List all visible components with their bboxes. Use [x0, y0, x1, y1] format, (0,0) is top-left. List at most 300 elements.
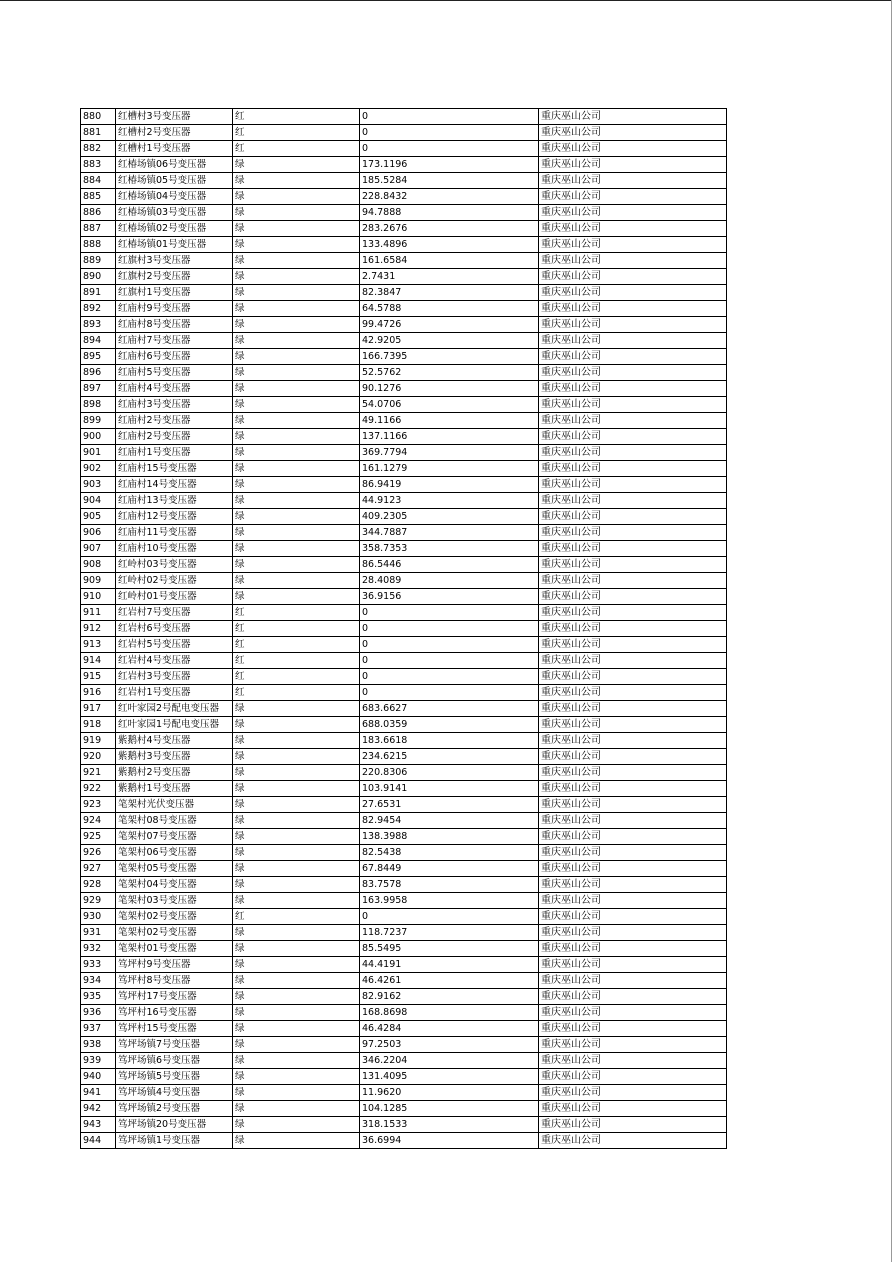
value-cell: 283.2676 [360, 221, 539, 237]
table-row [81, 285, 727, 301]
row-number-cell: 935 [81, 989, 116, 1005]
value-cell: 42.9205 [360, 333, 539, 349]
transformer-name-cell: 笃坪场镇5号变压器 [116, 1069, 233, 1085]
transformer-name-cell: 笔架村07号变压器 [116, 829, 233, 845]
status-cell: 绿 [233, 493, 360, 509]
table-row [81, 1133, 727, 1149]
company-cell: 重庆巫山公司 [539, 701, 727, 717]
transformer-name-cell: 笔架村03号变压器 [116, 893, 233, 909]
row-number-cell: 900 [81, 429, 116, 445]
table-row [81, 925, 727, 941]
table-row [81, 621, 727, 637]
table-row [81, 1037, 727, 1053]
value-cell: 46.4261 [360, 973, 539, 989]
status-cell: 红 [233, 653, 360, 669]
value-cell: 44.4191 [360, 957, 539, 973]
transformer-name-cell: 红庙村6号变压器 [116, 349, 233, 365]
status-cell: 绿 [233, 781, 360, 797]
value-cell: 94.7888 [360, 205, 539, 221]
status-cell: 绿 [233, 1133, 360, 1149]
row-number-cell: 885 [81, 189, 116, 205]
row-number-cell: 922 [81, 781, 116, 797]
row-number-cell: 937 [81, 1021, 116, 1037]
table-row [81, 557, 727, 573]
value-cell: 168.8698 [360, 1005, 539, 1021]
table-row [81, 461, 727, 477]
status-cell: 绿 [233, 1021, 360, 1037]
status-cell: 绿 [233, 1117, 360, 1133]
company-cell: 重庆巫山公司 [539, 541, 727, 557]
table-row [81, 589, 727, 605]
transformer-name-cell: 笔架村01号变压器 [116, 941, 233, 957]
company-cell: 重庆巫山公司 [539, 221, 727, 237]
company-cell: 重庆巫山公司 [539, 877, 727, 893]
table-row [81, 1069, 727, 1085]
table-row [81, 1101, 727, 1117]
transformer-name-cell: 红庙村11号变压器 [116, 525, 233, 541]
company-cell: 重庆巫山公司 [539, 749, 727, 765]
table-row [81, 253, 727, 269]
table-row [81, 845, 727, 861]
transformer-name-cell: 笔架村08号变压器 [116, 813, 233, 829]
value-cell: 409.2305 [360, 509, 539, 525]
table-row [81, 125, 727, 141]
table-row [81, 141, 727, 157]
transformer-name-cell: 红庙村1号变压器 [116, 445, 233, 461]
transformer-name-cell: 红椿场镇01号变压器 [116, 237, 233, 253]
table-row [81, 1085, 727, 1101]
transformer-name-cell: 红岩村6号变压器 [116, 621, 233, 637]
company-cell: 重庆巫山公司 [539, 685, 727, 701]
row-number-cell: 918 [81, 717, 116, 733]
value-cell: 369.7794 [360, 445, 539, 461]
table-row [81, 109, 727, 125]
transformer-name-cell: 红槽村3号变压器 [116, 109, 233, 125]
status-cell: 绿 [233, 397, 360, 413]
transformer-name-cell: 红旗村3号变压器 [116, 253, 233, 269]
status-cell: 绿 [233, 989, 360, 1005]
company-cell: 重庆巫山公司 [539, 109, 727, 125]
transformer-name-cell: 红庙村4号变压器 [116, 381, 233, 397]
row-number-cell: 942 [81, 1101, 116, 1117]
status-cell: 绿 [233, 957, 360, 973]
transformer-name-cell: 笃坪村17号变压器 [116, 989, 233, 1005]
table-row [81, 765, 727, 781]
table-row [81, 349, 727, 365]
value-cell: 0 [360, 669, 539, 685]
company-cell: 重庆巫山公司 [539, 669, 727, 685]
value-cell: 683.6627 [360, 701, 539, 717]
row-number-cell: 909 [81, 573, 116, 589]
transformer-name-cell: 红庙村8号变压器 [116, 317, 233, 333]
transformer-name-cell: 红岩村7号变压器 [116, 605, 233, 621]
status-cell: 绿 [233, 445, 360, 461]
transformer-name-cell: 红庙村7号变压器 [116, 333, 233, 349]
company-cell: 重庆巫山公司 [539, 1069, 727, 1085]
company-cell: 重庆巫山公司 [539, 861, 727, 877]
status-cell: 红 [233, 125, 360, 141]
transformer-name-cell: 笃坪场镇1号变压器 [116, 1133, 233, 1149]
transformer-name-cell: 笃坪村15号变压器 [116, 1021, 233, 1037]
status-cell: 绿 [233, 301, 360, 317]
status-cell: 绿 [233, 461, 360, 477]
company-cell: 重庆巫山公司 [539, 845, 727, 861]
row-number-cell: 944 [81, 1133, 116, 1149]
table-row [81, 269, 727, 285]
transformer-name-cell: 红岩村5号变压器 [116, 637, 233, 653]
company-cell: 重庆巫山公司 [539, 301, 727, 317]
table-row [81, 909, 727, 925]
table-row [81, 445, 727, 461]
table-row [81, 525, 727, 541]
table-row [81, 1117, 727, 1133]
row-number-cell: 904 [81, 493, 116, 509]
transformer-name-cell: 红庙村2号变压器 [116, 429, 233, 445]
transformer-name-cell: 笔架村光伏变压器 [116, 797, 233, 813]
company-cell: 重庆巫山公司 [539, 1101, 727, 1117]
value-cell: 358.7353 [360, 541, 539, 557]
transformer-name-cell: 红槽村2号变压器 [116, 125, 233, 141]
row-number-cell: 941 [81, 1085, 116, 1101]
value-cell: 688.0359 [360, 717, 539, 733]
value-cell: 234.6215 [360, 749, 539, 765]
value-cell: 344.7887 [360, 525, 539, 541]
transformer-name-cell: 红椿场镇02号变压器 [116, 221, 233, 237]
status-cell: 绿 [233, 253, 360, 269]
status-cell: 绿 [233, 973, 360, 989]
company-cell: 重庆巫山公司 [539, 1085, 727, 1101]
company-cell: 重庆巫山公司 [539, 1037, 727, 1053]
value-cell: 183.6618 [360, 733, 539, 749]
table-row [81, 973, 727, 989]
row-number-cell: 912 [81, 621, 116, 637]
row-number-cell: 903 [81, 477, 116, 493]
table-row [81, 781, 727, 797]
row-number-cell: 911 [81, 605, 116, 621]
company-cell: 重庆巫山公司 [539, 493, 727, 509]
transformer-table-body [81, 109, 727, 1149]
transformer-name-cell: 红岩村1号变压器 [116, 685, 233, 701]
row-number-cell: 914 [81, 653, 116, 669]
table-row [81, 413, 727, 429]
transformer-name-cell: 笃坪场镇7号变压器 [116, 1037, 233, 1053]
status-cell: 绿 [233, 845, 360, 861]
transformer-name-cell: 红庙村3号变压器 [116, 397, 233, 413]
row-number-cell: 890 [81, 269, 116, 285]
status-cell: 绿 [233, 941, 360, 957]
row-number-cell: 895 [81, 349, 116, 365]
table-row [81, 797, 727, 813]
row-number-cell: 929 [81, 893, 116, 909]
transformer-name-cell: 笔架村02号变压器 [116, 909, 233, 925]
company-cell: 重庆巫山公司 [539, 621, 727, 637]
page-top-rule [0, 0, 892, 1]
row-number-cell: 913 [81, 637, 116, 653]
company-cell: 重庆巫山公司 [539, 173, 727, 189]
row-number-cell: 880 [81, 109, 116, 125]
status-cell: 绿 [233, 1053, 360, 1069]
transformer-name-cell: 红庙村10号变压器 [116, 541, 233, 557]
transformer-name-cell: 红椿场镇05号变压器 [116, 173, 233, 189]
company-cell: 重庆巫山公司 [539, 205, 727, 221]
company-cell: 重庆巫山公司 [539, 461, 727, 477]
value-cell: 46.4284 [360, 1021, 539, 1037]
row-number-cell: 899 [81, 413, 116, 429]
status-cell: 绿 [233, 173, 360, 189]
transformer-name-cell: 红岭村02号变压器 [116, 573, 233, 589]
row-number-cell: 887 [81, 221, 116, 237]
row-number-cell: 932 [81, 941, 116, 957]
value-cell: 166.7395 [360, 349, 539, 365]
status-cell: 绿 [233, 893, 360, 909]
status-cell: 红 [233, 637, 360, 653]
status-cell: 绿 [233, 541, 360, 557]
value-cell: 318.1533 [360, 1117, 539, 1133]
status-cell: 红 [233, 685, 360, 701]
value-cell: 36.6994 [360, 1133, 539, 1149]
value-cell: 82.3847 [360, 285, 539, 301]
value-cell: 83.7578 [360, 877, 539, 893]
row-number-cell: 881 [81, 125, 116, 141]
table-row [81, 509, 727, 525]
transformer-name-cell: 笃坪场镇6号变压器 [116, 1053, 233, 1069]
status-cell: 红 [233, 621, 360, 637]
transformer-name-cell: 紫鹅村4号变压器 [116, 733, 233, 749]
value-cell: 133.4896 [360, 237, 539, 253]
company-cell: 重庆巫山公司 [539, 477, 727, 493]
table-row [81, 893, 727, 909]
value-cell: 97.2503 [360, 1037, 539, 1053]
status-cell: 绿 [233, 813, 360, 829]
status-cell: 绿 [233, 1101, 360, 1117]
row-number-cell: 915 [81, 669, 116, 685]
row-number-cell: 917 [81, 701, 116, 717]
value-cell: 0 [360, 621, 539, 637]
company-cell: 重庆巫山公司 [539, 909, 727, 925]
row-number-cell: 927 [81, 861, 116, 877]
table-row [81, 701, 727, 717]
value-cell: 138.3988 [360, 829, 539, 845]
company-cell: 重庆巫山公司 [539, 717, 727, 733]
status-cell: 绿 [233, 1005, 360, 1021]
transformer-name-cell: 笔架村02号变压器 [116, 925, 233, 941]
transformer-name-cell: 笔架村06号变压器 [116, 845, 233, 861]
table-row [81, 685, 727, 701]
status-cell: 红 [233, 669, 360, 685]
transformer-name-cell: 紫鹅村3号变压器 [116, 749, 233, 765]
transformer-name-cell: 笃坪村9号变压器 [116, 957, 233, 973]
table-row [81, 1021, 727, 1037]
value-cell: 163.9958 [360, 893, 539, 909]
table-row [81, 605, 727, 621]
table-row [81, 1005, 727, 1021]
value-cell: 220.8306 [360, 765, 539, 781]
transformer-name-cell: 红庙村5号变压器 [116, 365, 233, 381]
company-cell: 重庆巫山公司 [539, 317, 727, 333]
table-row [81, 493, 727, 509]
row-number-cell: 892 [81, 301, 116, 317]
status-cell: 绿 [233, 525, 360, 541]
row-number-cell: 902 [81, 461, 116, 477]
value-cell: 131.4095 [360, 1069, 539, 1085]
row-number-cell: 936 [81, 1005, 116, 1021]
value-cell: 118.7237 [360, 925, 539, 941]
table-row [81, 717, 727, 733]
row-number-cell: 931 [81, 925, 116, 941]
value-cell: 99.4726 [360, 317, 539, 333]
transformer-name-cell: 红岩村3号变压器 [116, 669, 233, 685]
company-cell: 重庆巫山公司 [539, 525, 727, 541]
table-row [81, 189, 727, 205]
transformer-name-cell: 红岩村4号变压器 [116, 653, 233, 669]
transformer-name-cell: 红旗村1号变压器 [116, 285, 233, 301]
table-row [81, 333, 727, 349]
status-cell: 绿 [233, 349, 360, 365]
status-cell: 绿 [233, 317, 360, 333]
company-cell: 重庆巫山公司 [539, 237, 727, 253]
row-number-cell: 940 [81, 1069, 116, 1085]
status-cell: 绿 [233, 557, 360, 573]
table-row [81, 205, 727, 221]
value-cell: 54.0706 [360, 397, 539, 413]
value-cell: 0 [360, 653, 539, 669]
row-number-cell: 934 [81, 973, 116, 989]
status-cell: 绿 [233, 765, 360, 781]
status-cell: 绿 [233, 189, 360, 205]
table-row [81, 653, 727, 669]
transformer-name-cell: 笃坪村16号变压器 [116, 1005, 233, 1021]
row-number-cell: 907 [81, 541, 116, 557]
value-cell: 103.9141 [360, 781, 539, 797]
company-cell: 重庆巫山公司 [539, 781, 727, 797]
company-cell: 重庆巫山公司 [539, 813, 727, 829]
value-cell: 0 [360, 125, 539, 141]
row-number-cell: 920 [81, 749, 116, 765]
status-cell: 绿 [233, 285, 360, 301]
row-number-cell: 889 [81, 253, 116, 269]
transformer-name-cell: 红槽村1号变压器 [116, 141, 233, 157]
company-cell: 重庆巫山公司 [539, 733, 727, 749]
status-cell: 绿 [233, 1037, 360, 1053]
company-cell: 重庆巫山公司 [539, 141, 727, 157]
company-cell: 重庆巫山公司 [539, 253, 727, 269]
company-cell: 重庆巫山公司 [539, 797, 727, 813]
row-number-cell: 933 [81, 957, 116, 973]
company-cell: 重庆巫山公司 [539, 1133, 727, 1149]
table-row [81, 397, 727, 413]
status-cell: 绿 [233, 573, 360, 589]
company-cell: 重庆巫山公司 [539, 1117, 727, 1133]
value-cell: 64.5788 [360, 301, 539, 317]
transformer-name-cell: 红庙村2号变压器 [116, 413, 233, 429]
row-number-cell: 901 [81, 445, 116, 461]
table-row [81, 1053, 727, 1069]
transformer-name-cell: 紫鹅村1号变压器 [116, 781, 233, 797]
value-cell: 0 [360, 141, 539, 157]
company-cell: 重庆巫山公司 [539, 189, 727, 205]
company-cell: 重庆巫山公司 [539, 349, 727, 365]
status-cell: 红 [233, 605, 360, 621]
status-cell: 绿 [233, 477, 360, 493]
row-number-cell: 894 [81, 333, 116, 349]
status-cell: 绿 [233, 861, 360, 877]
transformer-name-cell: 红庙村15号变压器 [116, 461, 233, 477]
company-cell: 重庆巫山公司 [539, 125, 727, 141]
row-number-cell: 906 [81, 525, 116, 541]
table-row [81, 669, 727, 685]
row-number-cell: 919 [81, 733, 116, 749]
row-number-cell: 883 [81, 157, 116, 173]
row-number-cell: 898 [81, 397, 116, 413]
row-number-cell: 886 [81, 205, 116, 221]
company-cell: 重庆巫山公司 [539, 941, 727, 957]
row-number-cell: 896 [81, 365, 116, 381]
transformer-name-cell: 红庙村13号变压器 [116, 493, 233, 509]
company-cell: 重庆巫山公司 [539, 573, 727, 589]
row-number-cell: 905 [81, 509, 116, 525]
company-cell: 重庆巫山公司 [539, 1053, 727, 1069]
value-cell: 0 [360, 637, 539, 653]
transformer-name-cell: 笔架村05号变压器 [116, 861, 233, 877]
table-row [81, 749, 727, 765]
transformer-name-cell: 红旗村2号变压器 [116, 269, 233, 285]
company-cell: 重庆巫山公司 [539, 381, 727, 397]
value-cell: 36.9156 [360, 589, 539, 605]
table-row [81, 957, 727, 973]
row-number-cell: 924 [81, 813, 116, 829]
value-cell: 0 [360, 605, 539, 621]
transformer-name-cell: 红叶家园2号配电变压器 [116, 701, 233, 717]
transformer-name-cell: 红岭村03号变压器 [116, 557, 233, 573]
row-number-cell: 888 [81, 237, 116, 253]
transformer-name-cell: 红椿场镇04号变压器 [116, 189, 233, 205]
status-cell: 绿 [233, 205, 360, 221]
value-cell: 346.2204 [360, 1053, 539, 1069]
value-cell: 90.1276 [360, 381, 539, 397]
row-number-cell: 882 [81, 141, 116, 157]
company-cell: 重庆巫山公司 [539, 1005, 727, 1021]
value-cell: 82.9454 [360, 813, 539, 829]
status-cell: 绿 [233, 589, 360, 605]
transformer-table [80, 108, 727, 1149]
company-cell: 重庆巫山公司 [539, 653, 727, 669]
row-number-cell: 891 [81, 285, 116, 301]
table-row [81, 989, 727, 1005]
status-cell: 绿 [233, 157, 360, 173]
company-cell: 重庆巫山公司 [539, 893, 727, 909]
company-cell: 重庆巫山公司 [539, 637, 727, 653]
company-cell: 重庆巫山公司 [539, 925, 727, 941]
value-cell: 52.5762 [360, 365, 539, 381]
company-cell: 重庆巫山公司 [539, 765, 727, 781]
row-number-cell: 926 [81, 845, 116, 861]
value-cell: 173.1196 [360, 157, 539, 173]
row-number-cell: 923 [81, 797, 116, 813]
status-cell: 绿 [233, 1069, 360, 1085]
value-cell: 161.1279 [360, 461, 539, 477]
row-number-cell: 925 [81, 829, 116, 845]
value-cell: 27.6531 [360, 797, 539, 813]
status-cell: 绿 [233, 877, 360, 893]
value-cell: 228.8432 [360, 189, 539, 205]
status-cell: 绿 [233, 717, 360, 733]
value-cell: 44.9123 [360, 493, 539, 509]
company-cell: 重庆巫山公司 [539, 605, 727, 621]
transformer-name-cell: 笃坪场镇4号变压器 [116, 1085, 233, 1101]
company-cell: 重庆巫山公司 [539, 1021, 727, 1037]
row-number-cell: 930 [81, 909, 116, 925]
transformer-name-cell: 笔架村04号变压器 [116, 877, 233, 893]
